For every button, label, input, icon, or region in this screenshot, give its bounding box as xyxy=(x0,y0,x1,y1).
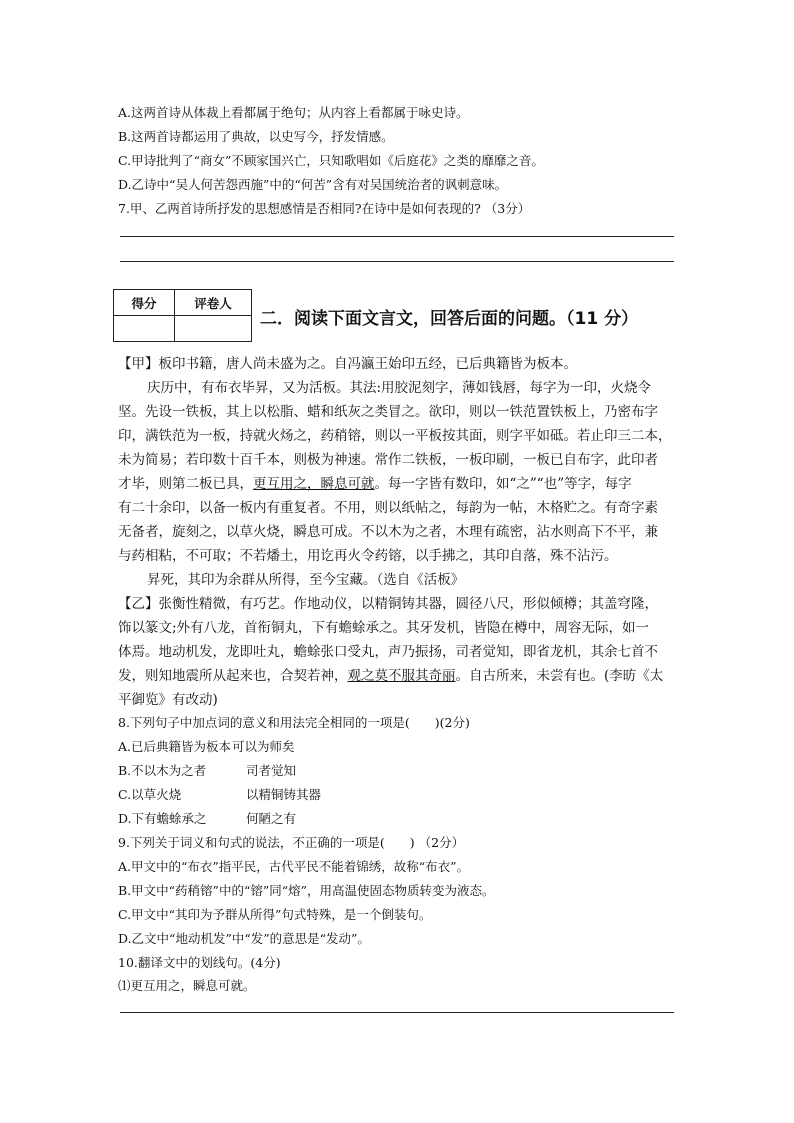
q9-option-a: A.甲文中的“布衣”指平民，古代平民不能着锦绣，故称“布衣”。 xyxy=(118,859,470,874)
q10-item-1: ⑴更互用之，瞬息可就。 xyxy=(118,978,256,993)
q8-option-c: C.以草火烧 xyxy=(118,787,182,802)
question-10: 10.翻译文中的划线句。(4分) xyxy=(118,955,281,970)
text-span: 。自古所来，未尝有也。(李昉《太 xyxy=(455,668,664,684)
option-b-poem: B.这两首诗都运用了典故，以史写今，抒发情感。 xyxy=(118,129,394,144)
answer-line xyxy=(120,1012,674,1013)
text-span: 才毕，则第二板已具， xyxy=(118,476,253,492)
answer-line xyxy=(120,236,674,237)
passage-yi-line: 体焉。地动机发，龙即吐丸，蟾蜍张口受丸，声乃振扬，司者觉知，即省龙机，其余七首不 xyxy=(118,644,658,660)
passage-jia-line: 与药相粘，不可取；不若燔土，用讫再火令药镕，以手拂之，其印自落，殊不沾污。 xyxy=(118,548,618,564)
passage-jia-line: 庆历中，有布衣毕昇，又为活板。其法:用胶泥刻字，薄如钱唇，每字为一印，火烧令 xyxy=(147,380,652,396)
question-9: 9.下列关于词义和句式的说法，不正确的一项是( ) （2分） xyxy=(118,835,465,850)
underlined-sentence: 观之莫不服其奇丽 xyxy=(347,668,456,684)
option-left: A.已后典籍皆为板本 xyxy=(118,739,232,754)
text-span: 发，则知地震所从起来也，合契若神， xyxy=(118,668,348,684)
q9-option-b: B.甲文中“药稍镕”中的“镕”同“熔”，用高温使固态物质转变为液态。 xyxy=(118,883,495,898)
score-cell[interactable] xyxy=(114,316,175,342)
passage-jia-line: 昇死，其印为余群从所得，至今宝藏。（选自《活板》 xyxy=(147,572,465,588)
q8-option-a xyxy=(118,737,231,755)
answer-line xyxy=(120,261,674,262)
passage-jia-line: 无备者，旋刻之，以草火烧，瞬息可成。不以木为之者，木理有疏密，沾水则高下不平，兼 xyxy=(118,524,658,540)
option-d-poem: D.乙诗中“吴人何苦怨西施”中的“何苦”含有对吴国统治者的讽刺意味。 xyxy=(118,177,508,192)
passage-jia-line: 有二十余印，以备一板内有重复者。不用，则以纸帖之，每韵为一帖，木格贮之。有奇字素 xyxy=(118,500,658,516)
grader-header: 评卷人 xyxy=(175,290,252,316)
passage-jia-line: 坚。先设一铁板，其上以松脂、蜡和纸灰之类冒之。欲印，则以一铁范置铁板上，乃密布字 xyxy=(118,404,658,420)
question-8: 8.下列句子中加点词的意义和用法完全相同的一项是( )(2分) xyxy=(118,715,470,730)
section-heading: 二．阅读下面文言文，回答后面的问题。（11 分） xyxy=(260,309,639,329)
q8-option-b: B.不以木为之者 xyxy=(118,763,207,778)
text-span: 。每一字皆有数印，如“之”“也”等字，每字 xyxy=(374,476,632,492)
q8-option-a-right: 可以为师矣 xyxy=(232,739,295,754)
option-a-poem: A.这两首诗从体裁上看都属于绝句；从内容上看都属于咏史诗。 xyxy=(118,105,469,120)
question-7: 7.甲、乙两首诗所抒发的思想感情是否相同?在诗中是如何表现的? （3分） xyxy=(118,201,531,216)
passage-yi-line xyxy=(118,664,663,684)
score-header: 得分 xyxy=(114,290,175,316)
score-table xyxy=(113,289,252,342)
q9-option-c: C.甲文中“其印为予群从所得”句式特殊，是一个倒装句。 xyxy=(118,907,432,922)
passage-yi-line: 平御览》有改动) xyxy=(118,692,218,708)
passage-jia-line xyxy=(118,472,632,492)
q8-option-c-right: 以精铜铸其器 xyxy=(246,787,322,802)
option-c-poem: C.甲诗批判了“商女”不顾家国兴亡，只知歌唱如《后庭花》之类的靡靡之音。 xyxy=(118,153,544,168)
q8-option-b-right: 司者觉知 xyxy=(246,763,297,778)
q8-option-d: D.下有蟾蜍承之 xyxy=(118,811,207,826)
q8-option-d-right: 何陋之有 xyxy=(246,811,297,826)
passage-jia-line: 未为简易；若印数十百千本，则极为神速。常作二铁板，一板印刷，一板已自布字，此印者 xyxy=(118,452,658,468)
passage-yi-line: 饰以篆文;外有八龙，首衔铜丸，下有蟾蜍承之。其牙发机，皆隐在樽中，周容无际，如一 xyxy=(118,620,650,636)
passage-jia-line: 【甲】板印书籍，唐人尚未盛为之。自冯瀛王始印五经，已后典籍皆为板本。 xyxy=(118,356,577,372)
grader-cell[interactable] xyxy=(175,316,252,342)
passage-yi-line: 【乙】张衡性精微，有巧艺。作地动仪，以精铜铸其器，圆径八尺，形似倾樽；其盖穹隆， xyxy=(118,596,658,612)
passage-jia-line: 印，满铁范为一板，持就火炀之，药稍镕，则以一平板按其面，则字平如砥。若止印三二本， xyxy=(118,428,672,444)
underlined-sentence: 更互用之，瞬息可就 xyxy=(253,476,375,492)
q9-option-d: D.乙文中“地动机发”中“发”的意思是“发动”。 xyxy=(118,931,370,946)
